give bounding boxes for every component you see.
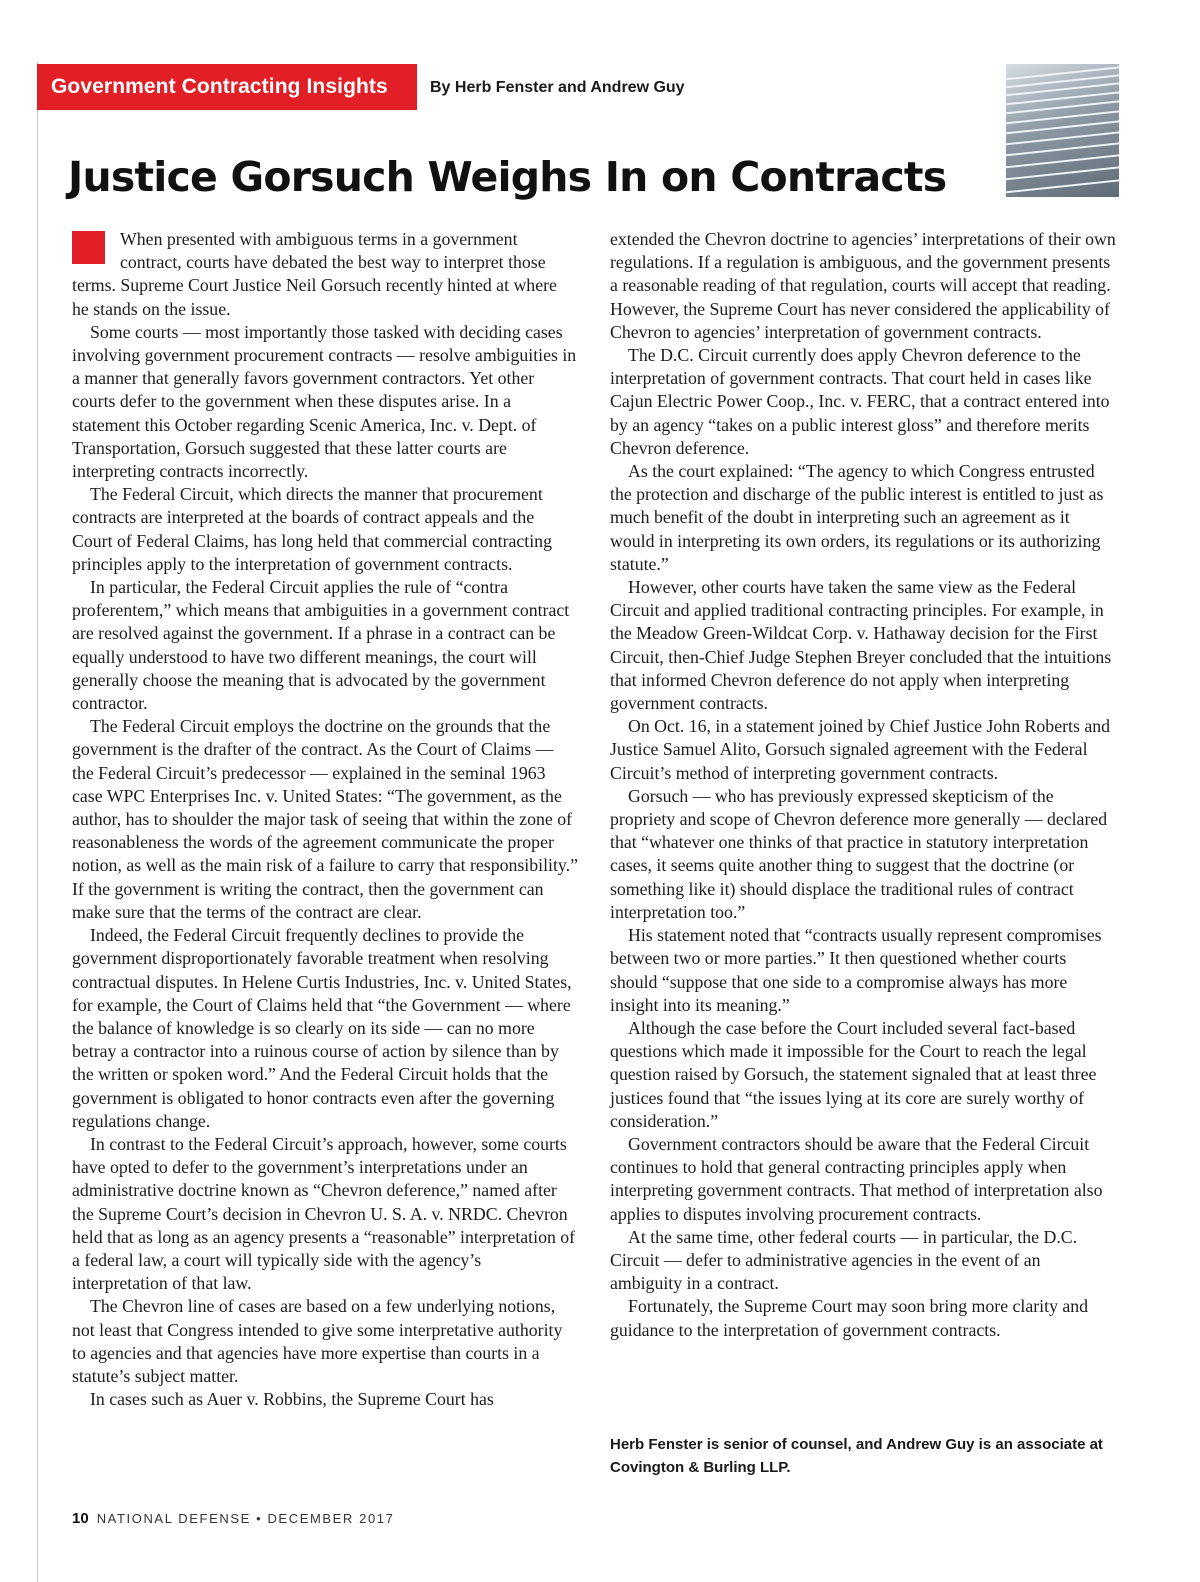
paragraph: In contrast to the Federal Circuit’s approach, however, some courts have opted to defer to the government’s interpretations under an administrative doctrine known as “Chevron deference,” named after the Supreme Court’s decision in Chevron U. S. A. v. NRDC. Chevron held that as long as an agency presents a “reasonable” interpretation of a federal law, a court will typically side with the agency’s interpretation of that law. <box>72 1133 576 1294</box>
author-bio: Herb Fenster is senior of counsel, and Andrew Guy is an associate at Covington & Burling LLP. <box>610 1436 1103 1476</box>
drop-cap-square <box>72 231 105 264</box>
paragraph: The D.C. Circuit currently does apply Chevron deference to the interpretation of government contracts. That court held in cases like Cajun Electric Power Coop., Inc. v. FERC, that a contract entered into by an agency “takes on a public interest gloss” and therefore merits Chevron deference. <box>610 345 1110 458</box>
paragraph: The Chevron line of cases are based on a few underlying notions, not least that Congress intended to give some interpretative authority to agencies and that agencies have more expertise than courts in a statute’s subject matter. <box>72 1296 563 1386</box>
article-title: Justice Gorsuch Weighs In on Contracts <box>68 153 947 201</box>
paragraph: Although the case before the Court included several fact-based questions which made it impossible for the Court to reach the legal question raised by Gorsuch, the statement signaled that at least three justices found that “the issues lying at its core are surely worthy of consideration.” <box>610 1017 1097 1131</box>
paragraph: At the same time, other federal courts — in particular, the D.C. Circuit — defer to administrative agencies in the event of an ambiguity in a contract. <box>610 1226 1078 1294</box>
page-border-line <box>37 62 38 1582</box>
paper-stack-image <box>1006 64 1119 197</box>
paragraph: His statement noted that “contracts usually represent compromises between two or more parties.” It then questioned whether courts should “suppose that one side to a compromise always has more insight into its meaning.” <box>610 925 1102 1015</box>
paragraph: Some courts — most importantly those tasked with deciding cases involving government procurement contracts — resolve ambiguities in a manner that generally favors government contractors. Yet other courts defer to the government when these disputes arise. In a statement this October regarding Scenic America, Inc. v. Dept. of Transportation, Gorsuch suggested that these latter courts are interpreting contracts incorrectly. <box>72 321 577 482</box>
paragraph: As the court explained: “The agency to which Congress entrusted the protection and discharge of the public interest is entitled to just as much benefit of the doubt in interpreting such an agreement as it would in interpreting its own orders, its regulations or its authorizing statute.” <box>610 461 1104 574</box>
paragraph: The Federal Circuit, which directs the manner that procurement contracts are interpreted at the boards of contract appeals and the Court of Federal Claims, has long held that commercial contracting principles apply to the interpretation of government contracts. <box>72 484 552 574</box>
article-column-left <box>72 228 578 1411</box>
paragraph: When presented with ambiguous terms in a government contract, courts have debated the best way to interpret those terms. Supreme Court Justice Neil Gorsuch recently hinted at where he stands on the issue. <box>72 229 557 319</box>
paragraph: Government contractors should be aware that the Federal Circuit continues to hold that general contracting principles apply when interpreting government contracts. That method of interpretation also applies to disputes involving procurement contracts. <box>610 1133 1103 1224</box>
byline: By Herb Fenster and Andrew Guy <box>430 79 685 96</box>
paragraph: On Oct. 16, in a statement joined by Chief Justice John Roberts and Justice Samuel Alito, Gorsuch signaled agreement with the Federal Circuit’s method of interpreting government contracts. <box>610 716 1110 783</box>
section-label: Government Contracting Insights <box>37 64 417 110</box>
paragraph: The Federal Circuit employs the doctrine on the grounds that the government is the drafter of the contract. As the Court of Claims — the Federal Circuit’s predecessor — explained in the seminal 1963 case WPC Enterprises Inc. v. United States: “The government, as the author, has to shoulder the major task of seeing that within the zone of reasonableness the words of the agreement communicate the proper notion, as well as the main risk of a failure to carry that responsibility.” If the government is writing the contract, then the government can make sure that the terms of the contract are clear. <box>72 716 578 922</box>
paragraph: In cases such as Auer v. Robbins, the Supreme Court has <box>90 1389 494 1410</box>
paragraph: Fortunately, the Supreme Court may soon bring more clarity and guidance to the interpretation of government contracts. <box>610 1296 1089 1340</box>
paragraph: However, other courts have taken the same view as the Federal Circuit and applied traditional contracting principles. For example, in the Meadow Green-Wildcat Corp. v. Hathaway decision for the First Circuit, then-Chief Judge Stephen Breyer concluded that the intuitions that informed Chevron deference do not apply when interpreting government contracts. <box>610 577 1112 714</box>
paragraph: extended the Chevron doctrine to agencies’ interpretations of their own regulations. If a regulation is ambiguous, and the government presents a reasonable reading of that regulation, courts will accept that reading. However, the Supreme Court has never considered the applicability of Chevron to agencies’ interpretation of government contracts. <box>610 229 1116 342</box>
publication-info: NATIONAL DEFENSE • DECEMBER 2017 <box>96 1511 395 1526</box>
page-number: 10 <box>72 1510 89 1527</box>
paragraph: Indeed, the Federal Circuit frequently declines to provide the government disproportionately favorable treatment when resolving contractual disputes. In Helene Curtis Industries, Inc. v. United States, for example, the Court of Claims held that “the Government — where the balance of knowledge is so clearly on its side — can no more betray a contractor into a ruinous course of action by silence than by the written or spoken word.” And the Federal Circuit holds that the government is obligated to honor contracts even after the governing regulations change. <box>72 925 572 1131</box>
article-column-right <box>610 228 1116 1342</box>
paragraph: In particular, the Federal Circuit applies the rule of “contra proferentem,” which means that ambiguities in a government contract are resolved against the government. If a phrase in a contract can be equally understood to have two different meanings, the court will generally choose the meaning that is advocated by the government contractor. <box>72 577 570 714</box>
page-footer <box>72 1510 394 1527</box>
paragraph: Gorsuch — who has previously expressed skepticism of the propriety and scope of Chevron deference more generally — declared that “whatever one thinks of that practice in statutory interpretation cases, it seems quite another thing to suggest that the doctrine (or something like it) should displace the traditional rules of contract interpretation too.” <box>610 785 1108 922</box>
